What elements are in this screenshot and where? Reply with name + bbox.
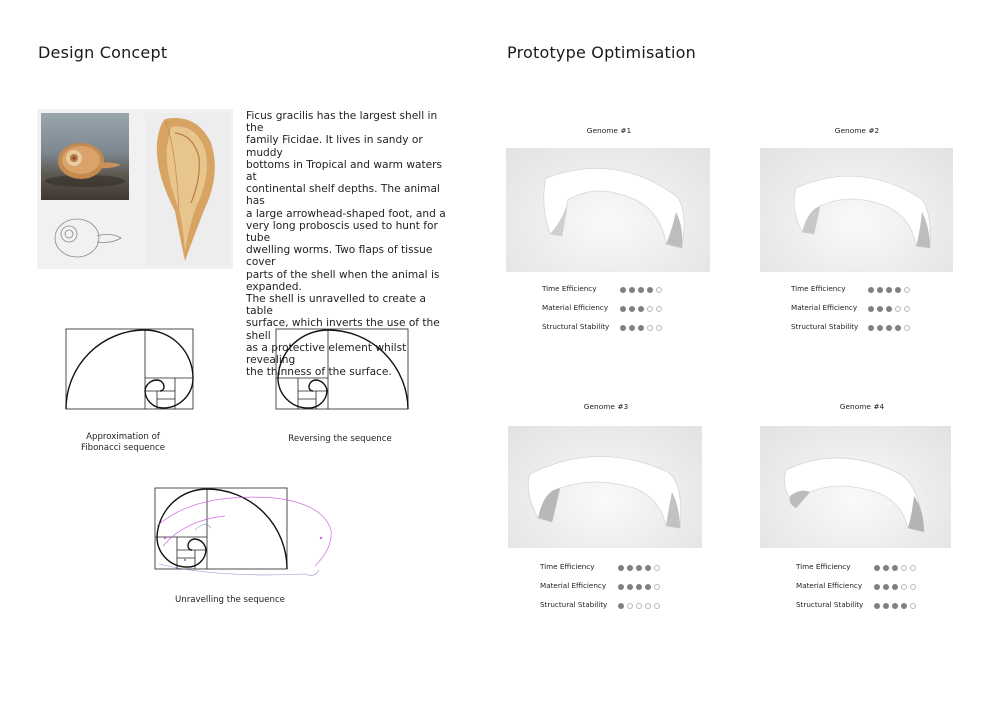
rating-dot-filled	[868, 325, 874, 331]
prototype-optimisation-title: Prototype Optimisation	[507, 43, 696, 62]
approximation-caption	[70, 432, 176, 454]
description-line: surface, which inverts the use of the shell	[246, 317, 440, 342]
rating-dot-empty	[895, 306, 901, 312]
rating-dot-filled	[620, 287, 626, 293]
rating-label: Time Efficiency	[791, 284, 846, 293]
description-line: dwelling worms. Two flaps of tissue cover	[246, 244, 433, 269]
genome-4-title: Genome #4	[839, 402, 885, 411]
rating-label: Material Efficiency	[540, 581, 607, 590]
genome-1-render	[506, 148, 710, 272]
rating-row	[540, 562, 680, 581]
rating-dots	[874, 603, 916, 609]
rating-dot-filled	[620, 325, 626, 331]
rating-dot-filled	[883, 603, 889, 609]
rating-dot-empty	[645, 603, 651, 609]
rating-dots	[618, 603, 660, 609]
rating-dot-empty	[656, 306, 662, 312]
rating-dot-filled	[877, 325, 883, 331]
rating-dot-filled	[874, 565, 880, 571]
rating-row	[540, 600, 680, 619]
description-line: very long proboscis used to hunt for tube	[246, 219, 438, 245]
rating-row	[791, 303, 931, 322]
rating-dots	[874, 584, 916, 590]
rating-dot-filled	[618, 603, 624, 609]
rating-label: Material Efficiency	[791, 303, 858, 312]
genome-1-title: Genome #1	[586, 126, 632, 135]
genome-3-render	[508, 426, 702, 548]
genome-2-render	[760, 148, 953, 272]
rating-dot-empty	[904, 325, 910, 331]
rating-dot-filled	[636, 584, 642, 590]
rating-dot-filled	[892, 603, 898, 609]
rating-dot-filled	[618, 565, 624, 571]
fibonacci-reversing-diagram	[276, 329, 409, 410]
description-line: expanded.	[246, 280, 302, 293]
rating-dot-empty	[910, 584, 916, 590]
rating-label: Time Efficiency	[796, 562, 851, 571]
rating-dot-filled	[874, 584, 880, 590]
rating-dot-filled	[877, 287, 883, 293]
rating-dot-filled	[629, 287, 635, 293]
fig-shell-photo	[145, 113, 230, 266]
rating-dot-empty	[901, 565, 907, 571]
rating-dot-filled	[886, 287, 892, 293]
rating-dot-filled	[636, 565, 642, 571]
rating-row	[542, 303, 682, 322]
rating-dots	[618, 565, 660, 571]
rating-dot-filled	[892, 584, 898, 590]
caption-line: Approximation of	[86, 432, 160, 442]
description-line: a large arrowhead-shaped foot, and a	[246, 207, 446, 220]
description-line: continental shelf depths. The animal has	[246, 183, 440, 208]
rating-dot-filled	[627, 565, 633, 571]
description-line: the thinness of the surface.	[246, 366, 392, 379]
rating-row	[796, 581, 936, 600]
rating-row	[542, 322, 682, 341]
rating-dot-empty	[901, 584, 907, 590]
rating-dot-filled	[638, 287, 644, 293]
genome-2-title: Genome #2	[834, 126, 880, 135]
genome-2-ratings	[791, 284, 931, 341]
rating-dot-filled	[886, 306, 892, 312]
rating-dots	[868, 325, 910, 331]
rating-dot-filled	[886, 325, 892, 331]
rating-dot-filled	[638, 306, 644, 312]
fibonacci-approximation-diagram	[66, 329, 194, 410]
rating-label: Structural Stability	[540, 600, 608, 609]
rating-row	[540, 581, 680, 600]
rating-dot-empty	[910, 565, 916, 571]
rating-dot-filled	[895, 325, 901, 331]
rating-dots	[618, 584, 660, 590]
rating-dot-filled	[638, 325, 644, 331]
rating-dots	[620, 287, 662, 293]
rating-dot-filled	[868, 287, 874, 293]
rating-dot-filled	[877, 306, 883, 312]
caption-line: Fibonacci sequence	[80, 443, 166, 453]
rating-row	[542, 284, 682, 303]
rating-dot-filled	[874, 603, 880, 609]
rating-dot-filled	[620, 306, 626, 312]
rating-row	[791, 284, 931, 303]
shell-sketch	[49, 212, 127, 264]
rating-dot-filled	[629, 325, 635, 331]
genome-3-title: Genome #3	[583, 402, 629, 411]
rating-dot-filled	[627, 584, 633, 590]
description-line: as a protective element whilst revealing	[246, 341, 407, 367]
description-line: Ficus gracilis has the largest shell in the	[246, 110, 438, 135]
rating-dots	[620, 325, 662, 331]
rating-label: Time Efficiency	[542, 284, 597, 293]
rating-dots	[874, 565, 916, 571]
rating-dot-empty	[656, 287, 662, 293]
reversing-caption: Reversing the sequence	[288, 434, 392, 444]
rating-dots	[620, 306, 662, 312]
rating-dot-filled	[868, 306, 874, 312]
rating-dot-empty	[910, 603, 916, 609]
description-line: parts of the shell when the animal is	[246, 268, 440, 281]
fibonacci-unravelling-diagram	[155, 486, 335, 584]
rating-label: Material Efficiency	[796, 581, 863, 590]
description-line: The shell is unravelled to create a table	[246, 293, 426, 318]
rating-label: Structural Stability	[796, 600, 864, 609]
genome-4-render	[760, 426, 951, 548]
rating-row	[796, 600, 936, 619]
rating-label: Structural Stability	[791, 322, 859, 331]
genome-3-ratings	[540, 562, 680, 619]
rating-dots	[868, 306, 910, 312]
rating-dot-empty	[904, 287, 910, 293]
rating-dot-filled	[883, 584, 889, 590]
rating-dot-filled	[901, 603, 907, 609]
rating-dot-empty	[904, 306, 910, 312]
rating-dot-empty	[636, 603, 642, 609]
unravelling-caption: Unravelling the sequence	[175, 595, 285, 605]
rating-dot-filled	[618, 584, 624, 590]
rating-row	[791, 322, 931, 341]
description-line: family Ficidae. It lives in sandy or muddy	[246, 134, 423, 159]
rating-dot-filled	[645, 565, 651, 571]
rating-dot-filled	[647, 287, 653, 293]
rating-dot-filled	[629, 306, 635, 312]
rating-dot-empty	[647, 325, 653, 331]
genome-1-ratings	[542, 284, 682, 341]
rating-label: Structural Stability	[542, 322, 610, 331]
shell-photo	[41, 113, 129, 200]
rating-dot-empty	[656, 325, 662, 331]
rating-dots	[868, 287, 910, 293]
rating-dot-filled	[645, 584, 651, 590]
description-line: bottoms in Tropical and warm waters at	[246, 158, 443, 184]
rating-dot-filled	[895, 287, 901, 293]
genome-4-ratings	[796, 562, 936, 619]
shell-image-panel	[37, 109, 233, 269]
rating-dot-filled	[892, 565, 898, 571]
rating-dot-empty	[647, 306, 653, 312]
rating-dot-empty	[654, 603, 660, 609]
rating-dot-empty	[627, 603, 633, 609]
rating-row	[796, 562, 936, 581]
rating-dot-filled	[883, 565, 889, 571]
rating-label: Time Efficiency	[540, 562, 595, 571]
rating-dot-empty	[654, 584, 660, 590]
design-concept-title: Design Concept	[38, 43, 168, 62]
rating-label: Material Efficiency	[542, 303, 609, 312]
rating-dot-empty	[654, 565, 660, 571]
